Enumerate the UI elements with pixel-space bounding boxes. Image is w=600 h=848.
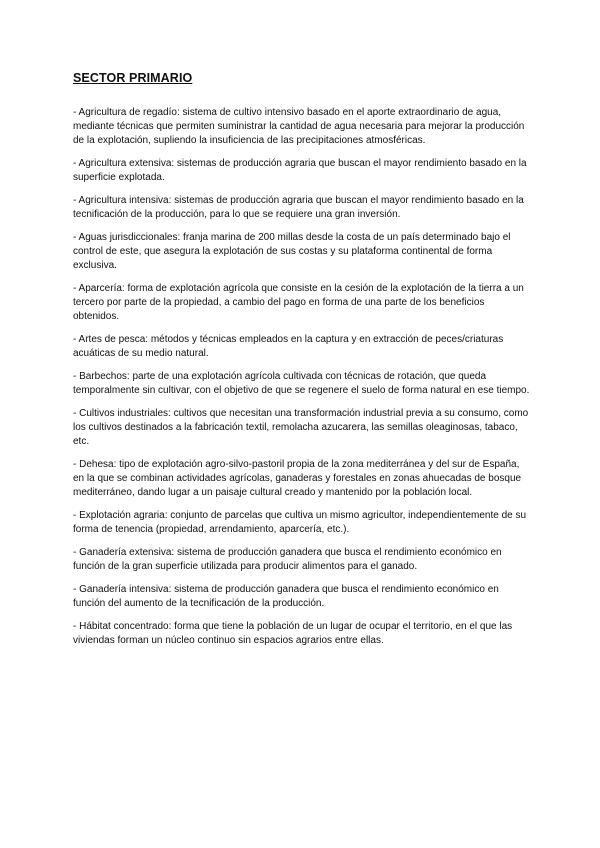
glossary-entry-aparceria: - Aparcería: forma de explotación agrícola que consiste en la cesión de la explotación de la tierra a un tercero por parte de la propiedad, a cambio del pago en forma de una parte de los beneficios obtenidos. <box>73 282 524 322</box>
glossary-entry-cultivos-industriales: - Cultivos industriales: cultivos que necesitan una transformación industrial previa a su consumo, como los cultivos destinados a la fabricación textil, remolacha azucarera, las semillas oleaginosas, tabaco, etc. <box>73 408 529 447</box>
glossary-entry-habitat-concentrado: - Hábitat concentrado: forma que tiene la población de un lugar de ocupar el territorio, en el que las viviendas forman un núcleo continuo sin espacios agrarios entre ellas. <box>73 621 513 646</box>
glossary-entry-ganaderia-intensiva: - Ganadería intensiva: sistema de producción ganadera que busca el rendimiento económico en función del aumento de la tecnificación de la producción. <box>73 584 499 609</box>
glossary-entry-artes-de-pesca: - Artes de pesca: métodos y técnicas empleados en la captura y en extracción de peces/criaturas acuáticas de su medio natural. <box>73 333 504 359</box>
glossary-list <box>73 106 533 657</box>
glossary-entry-barbechos: - Barbechos: parte de una explotación agrícola cultivada con técnicas de rotación, que queda temporalmente sin cultivar, con el objetivo de que se regenere el suelo de forma natural en ese tiempo. <box>73 370 530 396</box>
glossary-entry-ganaderia-extensiva: - Ganadería extensiva: sistema de producción ganadera que busca el rendimiento económico en función de la gran superficie utilizada para producir alimentos para el ganado. <box>73 546 502 572</box>
glossary-entry-explotacion-agraria: - Explotación agraria: conjunto de parcelas que cultiva un mismo agricultor, independientemente de su forma de tenencia (propiedad, arrendamiento, aparcería, etc.). <box>73 509 527 535</box>
page-title: SECTOR PRIMARIO <box>73 71 193 85</box>
glossary-entry-agricultura-intensiva: - Agricultura intensiva: sistemas de producción agraria que buscan el mayor rendimiento basado en la tecnificación de la producción, para lo que se requiere una gran inversión. <box>73 194 524 220</box>
glossary-entry-agricultura-regadio: - Agricultura de regadío: sistema de cultivo intensivo basado en el aporte extraordinario de agua, mediante técnicas que permiten suministrar la cantidad de agua necesaria para mejorar la producción de la explotación, supliendo la insuficiencia de las precipitaciones atmosféricas. <box>73 107 525 146</box>
glossary-entry-aguas-jurisdiccionales: - Aguas jurisdiccionales: franja marina de 200 millas desde la costa de un país determinado bajo el control de este, que asegura la explotación de sus costas y su plataforma continental de forma exclusiva. <box>73 232 511 271</box>
glossary-entry-agricultura-extensiva: - Agricultura extensiva: sistemas de producción agraria que buscan el mayor rendimiento basado en la superficie explotada. <box>73 157 527 183</box>
glossary-entry-dehesa: - Dehesa: tipo de explotación agro-silvo-pastoril propia de la zona mediterránea y del sur de España, en la que se combinan actividades agrícolas, ganaderas y forestales en zonas ahuecadas de bosque mediterráneo, dando lugar a un paisaje cultural creado y mantenido por la población local. <box>73 458 522 498</box>
